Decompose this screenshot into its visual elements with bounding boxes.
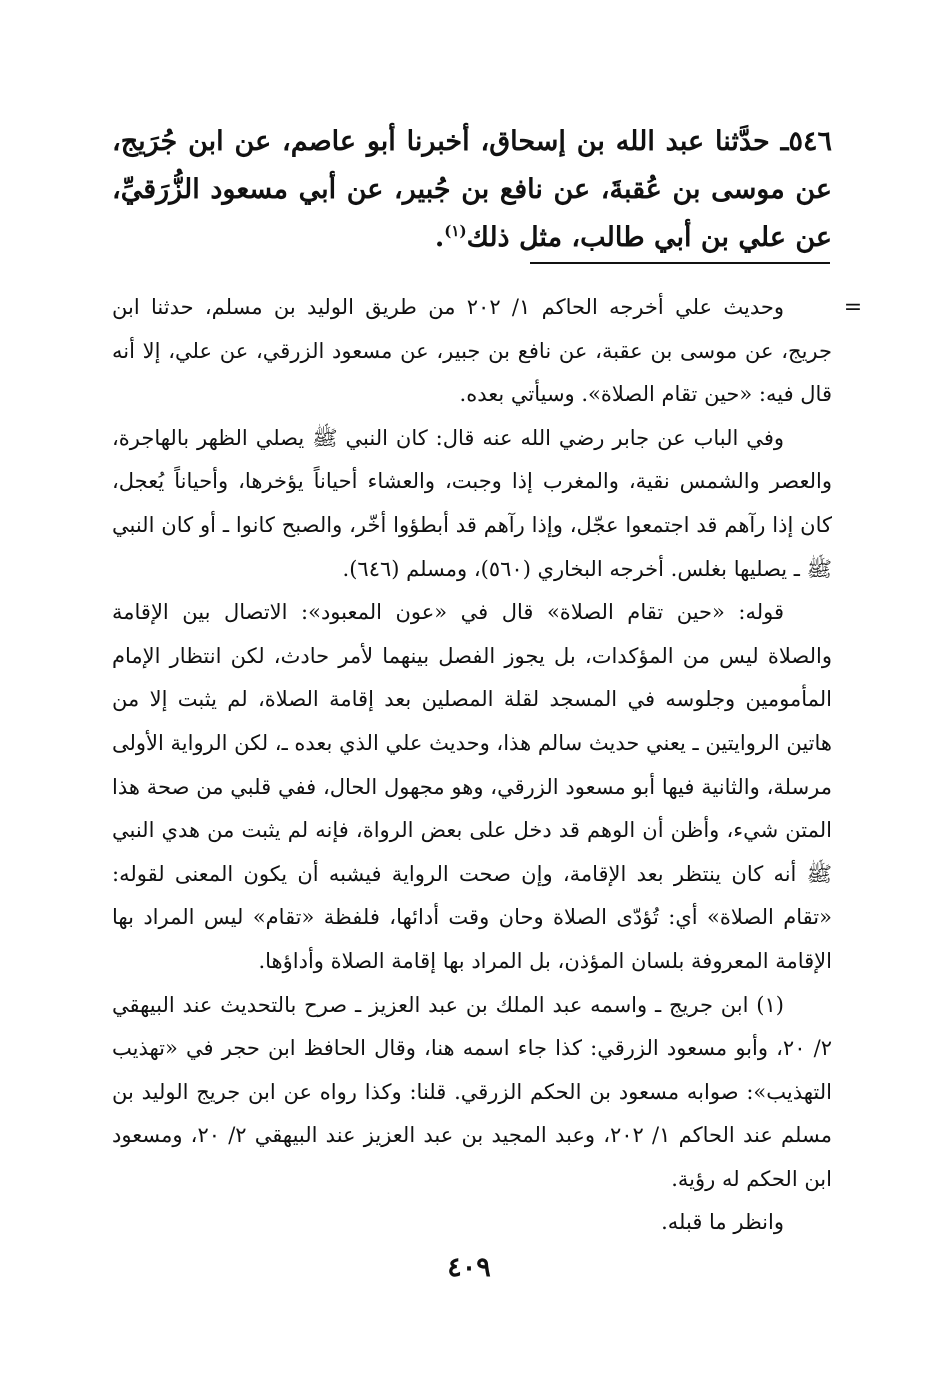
footnote-paragraph: قوله: «حين تقام الصلاة» قال في «عون المعبود»: الاتصال بين الإقامة والصلاة ليس من المؤكدات، بل يجوز الفصل بينهما لأمر حادث، لكن انتظار الإمام المأمومين وجلوسه في المسجد لقلة المصلين بعد إقامة الصلاة، لم يثبت إلا من هاتين الروايتين ـ يعني حديث سالم هذا، وحديث علي الذي بعده ـ، لكن الرواية الأولى مرسلة، والثانية فيها أبو مسعود الزرقي، وهو مجهول الحال، ففي قلبي من صحة هذا المتن شيء، وأظن أن الوهم قد دخل على بعض الرواة، فإنه لم يثبت من هدي النبي ﷺ أنه كان ينتظر بعد الإقامة، وإن صحت الرواية فيشبه أن يكون المعنى لقوله: «تقام الصلاة» أي: تُؤدّى الصلاة وحان وقت أدائها، فلفظة «تقام» ليس المراد بها الإقامة المعروفة بلسان المؤذن، بل المراد بها إقامة الصلاة وأداؤها. (112, 600, 832, 973)
page-number: ٤٠٩ (447, 1252, 491, 1283)
footnote-paragraph: وفي الباب عن جابر رضي الله عنه قال: كان النبي ﷺ يصلي الظهر بالهاجرة، والعصر والشمس نقية، والمغرب إذا وجبت، والعشاء أحياناً يؤخرها، وأحياناً يُعجل، كان إذا رآهم قد اجتمعوا عجّل، وإذا رآهم قد أبطؤوا أخّر، والصبح كانوا ـ أو كان النبي ﷺ ـ يصليها بغلس. أخرجه البخاري (٥٦٠)، ومسلم (٦٤٦). (112, 425, 832, 581)
hadith-end: . (434, 222, 445, 253)
footnote-paragraph: وحديث علي أخرجه الحاكم ١/ ٢٠٢ من طريق الوليد بن مسلم، حدثنا ابن جريج، عن موسى بن عقبة، عن نافع بن جبير، عن مسعود الزرقي، عن علي، إلا أنه قال فيه: «حين تقام الصلاة». وسيأتي بعده. (112, 295, 832, 407)
footnote-reference: (١) (444, 222, 467, 240)
main-hadith-text (112, 118, 832, 262)
footnote-separator (530, 262, 830, 264)
footnote-paragraph: وانظر ما قبله. (661, 1210, 784, 1235)
footnote-continuation-mark: = (843, 295, 863, 320)
footnote-paragraph: (١) ابن جريج ـ واسمه عبد الملك بن عبد العزيز ـ صرح بالتحديث عند البيهقي ٢/ ٢٠، وأبو مسعود الزرقي: كذا جاء اسمه هنا، وقال الحافظ ابن حجر في «تهذيب التهذيب»: صوابه مسعود بن الحكم الزرقي. قلنا: وكذا رواه عن ابن جريج الوليد بن مسلم عند الحاكم ١/ ٢٠٢، وعبد المجيد بن عبد العزيز عند البيهقي ٢/ ٢٠، ومسعود ابن الحكم له رؤية. (112, 992, 832, 1191)
footnotes-section (112, 286, 832, 1245)
hadith-body: ٥٤٦ـ حدَّثنا عبد الله بن إسحاق، أخبرنا أبو عاصم، عن ابن جُرَيج، عن موسى بن عُقبةَ، عن نافع بن جُبير، عن أبي مسعود الزُّرَقيِّ، عن علي بن أبي طالب، مثل ذلك (112, 126, 832, 253)
